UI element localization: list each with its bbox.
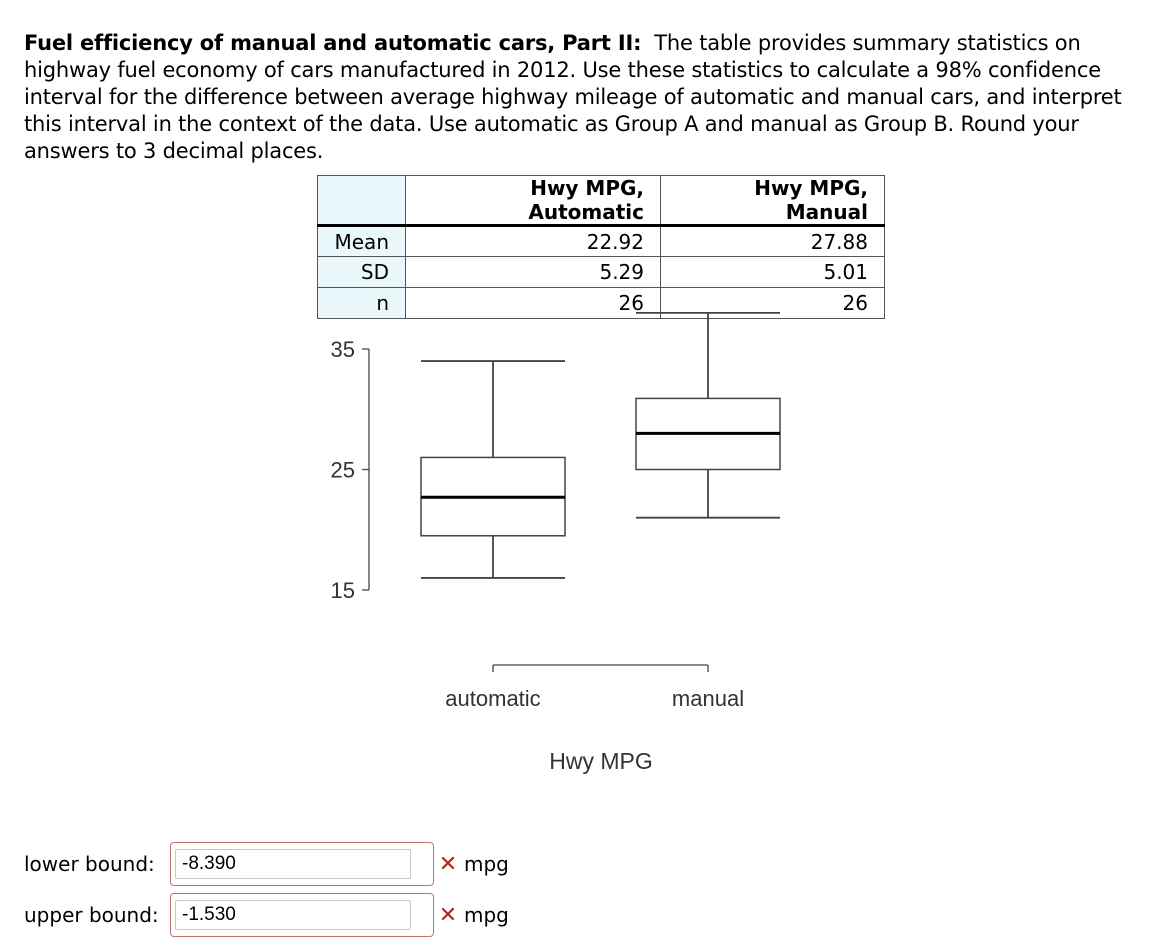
upper-bound-label: upper bound: [24,903,159,927]
lower-bound-input[interactable] [175,849,411,879]
y-tick-label: 25 [330,457,355,483]
incorrect-mark-icon: ✕ [438,902,458,928]
problem-title: Fuel efficiency of manual and automatic cars, Part II: [24,31,642,55]
cell-sd-manual: 5.01 [661,257,885,288]
row-label-n: n [318,288,406,319]
cell-sd-automatic: 5.29 [406,257,661,288]
upper-bound-row [24,892,509,938]
upper-bound-field-wrapper [170,893,434,937]
row-label-mean: Mean [318,226,406,257]
lower-bound-label: lower bound: [24,852,155,876]
lower-bound-unit: mpg [464,852,509,876]
header-automatic: Hwy MPG, Automatic [406,176,661,226]
cell-n-manual: 26 [661,288,885,319]
incorrect-mark-icon: ✕ [438,851,458,877]
cell-mean-automatic: 22.92 [406,226,661,257]
problem-text: The table provides summary statistics on highway fuel economy of cars manufactured in 2012. Use these statistics to calculate a 98% confidence interval for the difference between average highway mileage of automatic and manual cars, and interpret this interval in the context of the data. Use automatic as Group A and manual as Group B. Round your answers to 3 decimal places. [24,31,1122,163]
y-tick-label: 15 [330,578,355,603]
y-tick-label: 35 [330,337,355,362]
x-tick-label-manual: manual [671,686,745,711]
x-tick-label-automatic: automatic [445,686,541,711]
x-axis-title: Hwy MPG [549,748,653,774]
cell-mean-manual: 27.88 [661,226,885,257]
upper-bound-input[interactable] [175,900,411,930]
header-manual: Hwy MPG, Manual [661,176,885,226]
upper-bound-unit: mpg [464,903,509,927]
lower-bound-field-wrapper [170,842,434,886]
cell-n-automatic: 26 [406,288,661,319]
row-label-sd: SD [318,257,406,288]
lower-bound-row [24,841,509,887]
